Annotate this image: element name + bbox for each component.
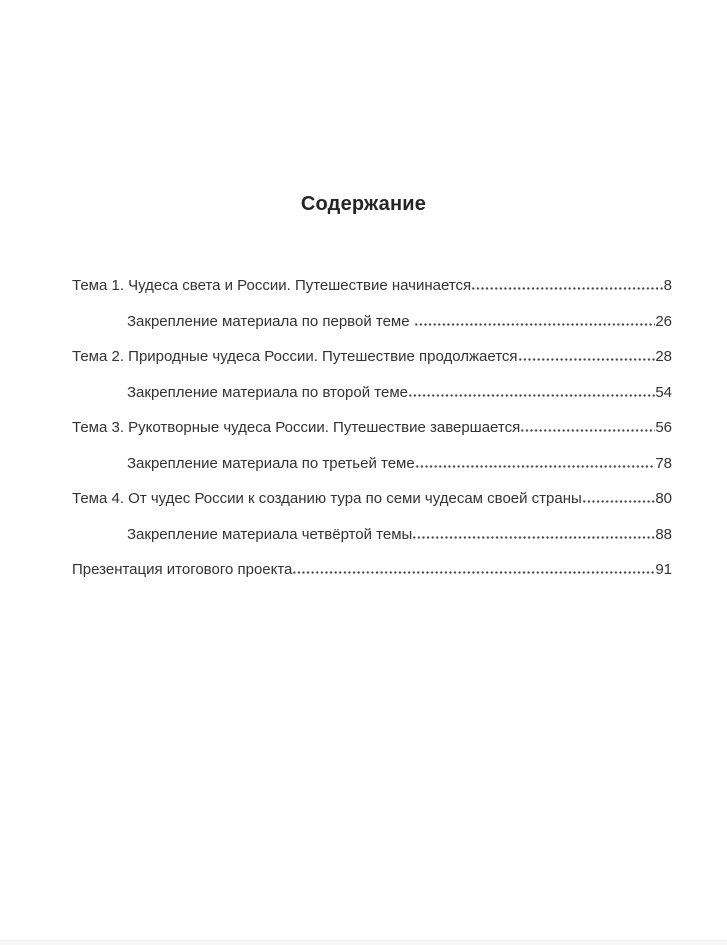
page-number: 88 (655, 525, 672, 543)
toc-entry-label: Закрепление материала четвёртой темы (127, 525, 413, 543)
toc-entry-label: Презентация итогового проекта (72, 561, 293, 578)
toc-entry-label: Тема 3. Рукотворные чудеса России. Путешествие завершается (72, 419, 521, 436)
page-number: 91 (655, 561, 672, 578)
dot-leader (582, 500, 656, 503)
scan-bottom-edge (0, 940, 727, 945)
dot-leader (415, 465, 656, 468)
toc-entry (72, 560, 672, 580)
toc-entry (72, 276, 672, 296)
toc-entry-label: Закрепление материала по третьей теме (127, 454, 415, 472)
dot-leader (520, 429, 655, 432)
toc-entry (72, 383, 672, 403)
page-number: 56 (655, 419, 672, 436)
dot-leader (471, 287, 663, 290)
toc-entry-label: Тема 4. От чудес России к созданию тура по семи чудесам своей страны (72, 490, 582, 507)
table-of-contents (0, 276, 727, 580)
dot-leader (414, 323, 656, 326)
page-number: 8 (663, 277, 672, 294)
page-number: 28 (655, 348, 672, 365)
page-title: Содержание (300, 193, 427, 215)
toc-entry (72, 454, 672, 474)
dot-leader (412, 536, 655, 539)
page-number: 26 (655, 312, 672, 330)
toc-entry-label: Закрепление материала по первой теме (127, 312, 414, 330)
toc-entry (72, 347, 672, 367)
toc-entry-label: Тема 1. Чудеса света и России. Путешествие начинается (72, 277, 472, 294)
toc-entry-label: Закрепление материала по второй теме (127, 383, 408, 401)
dot-leader (518, 358, 656, 361)
page-number: 54 (655, 383, 672, 401)
toc-entry (72, 418, 672, 438)
toc-entry (72, 525, 672, 545)
page-number: 80 (655, 490, 672, 507)
dot-leader (292, 571, 655, 574)
toc-entry (72, 489, 672, 509)
toc-entry-label: Тема 2. Природные чудеса России. Путешествие продолжается (72, 348, 518, 365)
page-number: 78 (655, 454, 672, 472)
dot-leader (408, 394, 655, 397)
toc-entry (72, 312, 672, 332)
